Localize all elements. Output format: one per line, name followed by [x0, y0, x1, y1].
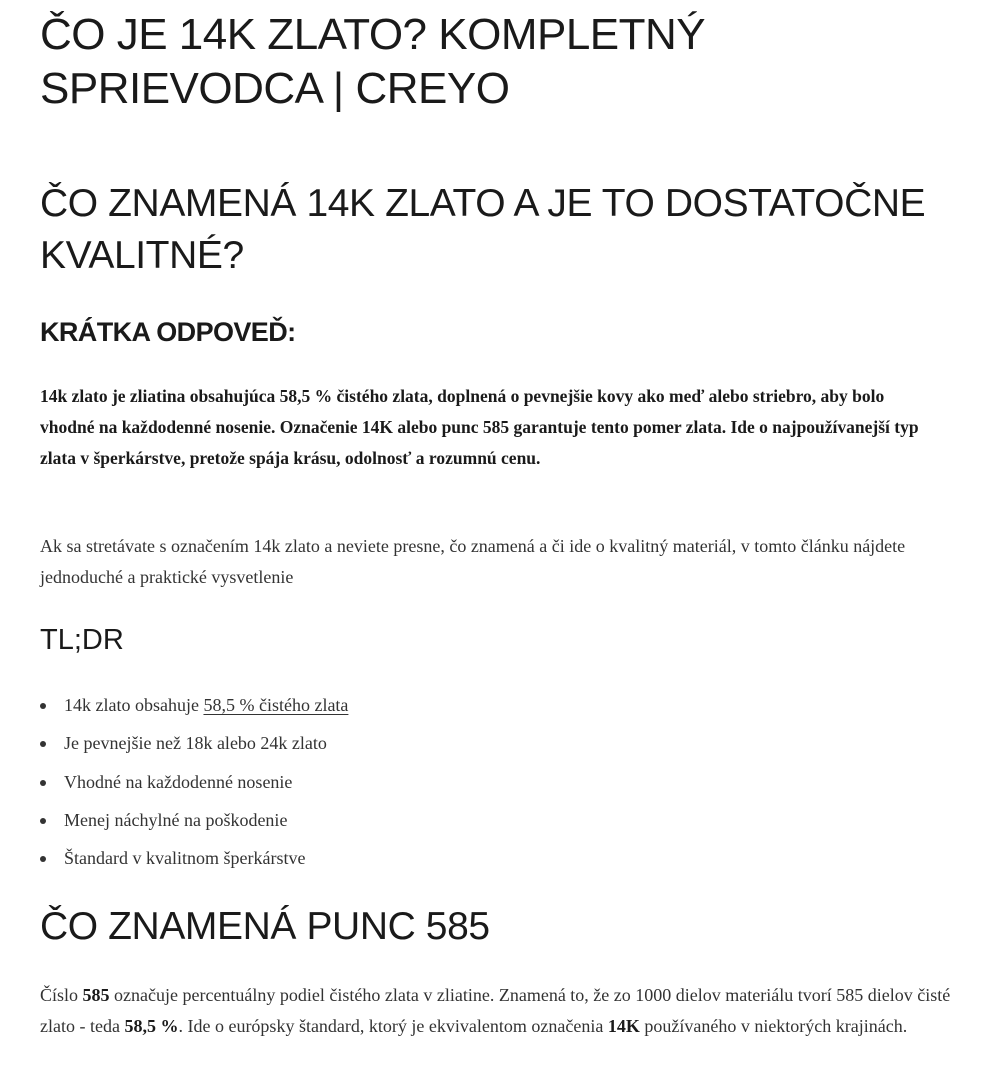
bullet-icon [40, 703, 46, 709]
list-item-text: Je pevnejšie než 18k alebo 24k zlato [64, 733, 327, 754]
list-item-text: 14k zlato obsahuje [64, 695, 204, 715]
list-item-text: Štandard v kvalitnom šperkárstve [64, 848, 306, 869]
list-item-text: Vhodné na každodenné nosenie [64, 771, 293, 792]
list-item [40, 689, 348, 727]
page-title: ČO JE 14K ZLATO? KOMPLETNÝ SPRIEVODCA | CREYO [40, 10, 706, 113]
punc-bold-percent: 58,5 % [124, 1016, 179, 1036]
list-item [40, 727, 348, 765]
tldr-list [40, 689, 348, 880]
section-heading-punc-585: ČO ZNAMENÁ PUNC 585 [40, 905, 490, 948]
intro-paragraph: Ak sa stretávate s označením 14k zlato a neviete presne, čo znamená a či ide o kvalitný materiál, v tomto článku nájdete jednoduché a praktické vysvetlenie [40, 536, 906, 587]
punc-text-3: . Ide o európsky štandard, ktorý je ekvivalentom označenia [178, 1016, 608, 1036]
punc-bold-14k: 14K [607, 1016, 640, 1036]
section-heading-14k: ČO ZNAMENÁ 14K ZLATO A JE TO DOSTATOČNE KVALITNÉ? [40, 182, 926, 277]
bullet-icon [40, 818, 46, 824]
short-answer-heading: KRÁTKA ODPOVEĎ: [40, 317, 296, 347]
punc-text-1: Číslo [40, 985, 83, 1005]
punc-paragraph [40, 980, 960, 1042]
list-item-text: Menej náchylné na poškodenie [64, 809, 288, 830]
bullet-icon [40, 741, 46, 747]
short-answer-text: 14k zlato je zliatina obsahujúca 58,5 % čistého zlata, doplnená o pevnejšie kovy ako meď alebo striebro, aby bolo vhodné na každodenné nosenie. Označenie 14K alebo punc 585 garantuje tento pomer zlata. Ide o najpoužívanejší typ zlata v šperkárstve, pretože spája krásu, odolnosť a rozumnú cenu. [40, 386, 919, 468]
pure-gold-link[interactable]: 58,5 % čistého zlata [203, 695, 349, 715]
list-item [40, 842, 348, 880]
punc-text-2: označuje percentuálny podiel čistého zlata v zliatine. Znamená to, že zo 1000 dielov materiálu tvorí 585 dielov čisté zlato - teda [40, 985, 951, 1036]
bullet-icon [40, 780, 46, 786]
punc-text-4: používaného v niektorých krajinách. [639, 1016, 908, 1036]
bullet-icon [40, 856, 46, 862]
list-item [40, 766, 348, 804]
tldr-heading: TL;DR [40, 624, 124, 656]
list-item [40, 804, 348, 842]
punc-bold-585: 585 [82, 985, 110, 1005]
